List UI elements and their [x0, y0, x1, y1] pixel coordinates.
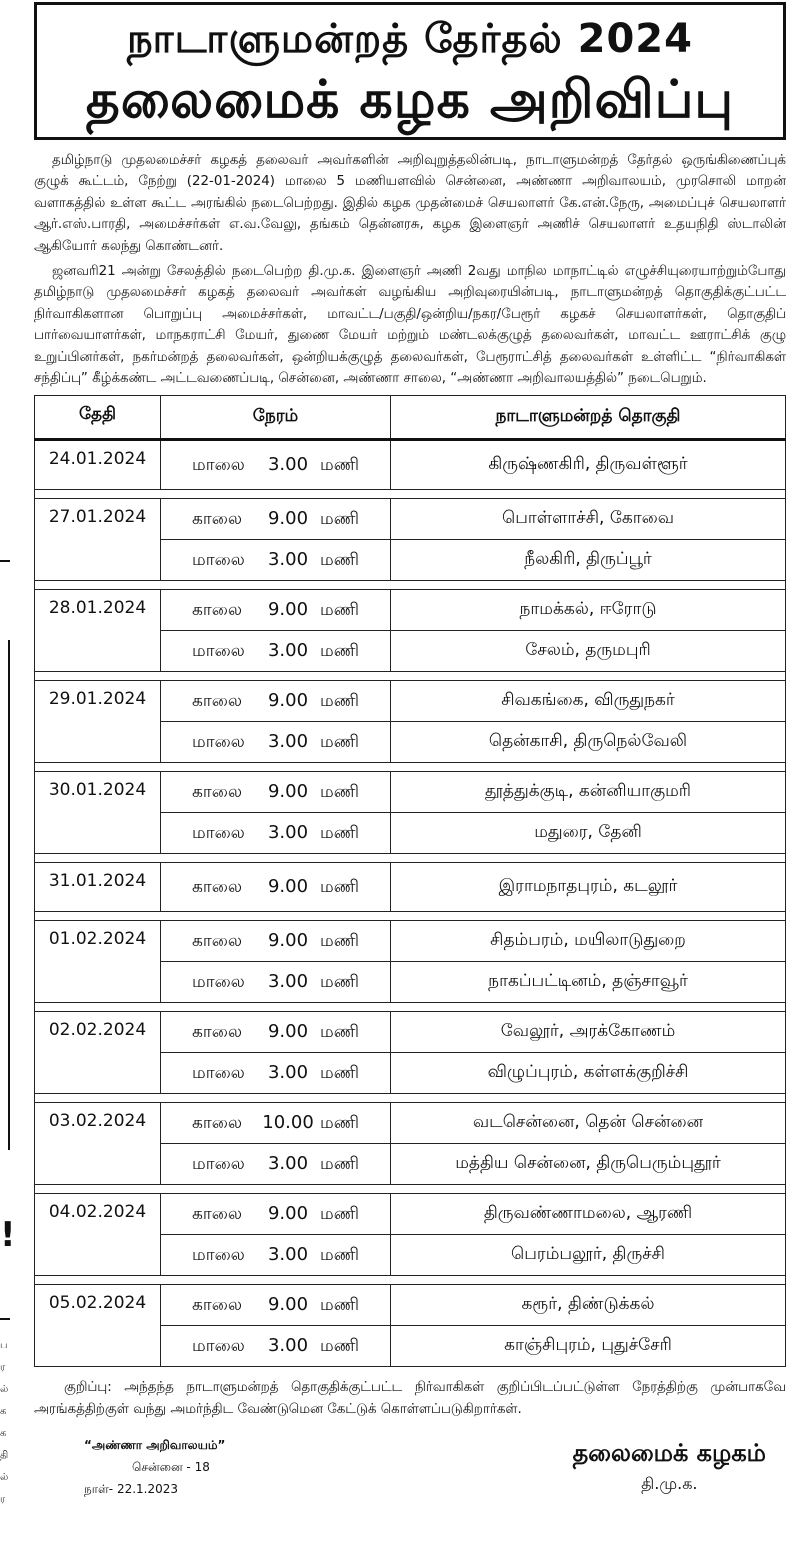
headline-notice: தலைமைக் கழக அறிவிப்பு	[85, 70, 735, 130]
time-cell	[161, 1235, 391, 1276]
constituency-cell: இராமநாதபுரம், கடலூர்	[391, 863, 786, 912]
table-row	[35, 1012, 786, 1053]
session-label: மாலை	[192, 1335, 245, 1356]
date-cell: 04.02.2024	[35, 1194, 161, 1276]
time-cell	[161, 772, 391, 813]
constituency-cell: தென்காசி, திருநெல்வேலி	[391, 722, 786, 763]
constituency-cell: விழுப்புரம், கள்ளக்குறிச்சி	[391, 1053, 786, 1094]
address-line1: “அண்ணா அறிவாலயம்”	[84, 1438, 226, 1453]
time-value: 10.00	[262, 1111, 314, 1133]
session-label: மாலை	[192, 1062, 245, 1083]
session-label: மாலை	[192, 454, 245, 475]
session-label: காலை	[192, 930, 242, 951]
time-value: 3.00	[267, 1061, 309, 1083]
constituency-cell: திருவண்ணாமலை, ஆரணி	[391, 1194, 786, 1235]
time-value: 9.00	[267, 1293, 309, 1315]
header-constituency: நாடாளுமன்றத் தொகுதி	[391, 396, 786, 440]
edge-letter: க	[0, 1406, 7, 1417]
constituency-cell: கிருஷ்ணகிரி, திருவள்ளூர்	[391, 440, 786, 490]
separator-cell	[35, 763, 786, 772]
constituency-cell: வடசென்னை, தென் சென்னை	[391, 1103, 786, 1144]
time-cell	[161, 440, 391, 490]
time-unit: மணி	[320, 1021, 359, 1042]
time-value: 3.00	[267, 1152, 309, 1174]
time-cell	[161, 1285, 391, 1326]
group-separator	[35, 1003, 786, 1012]
signature-line1: தலைமைக் கழகம்	[572, 1439, 766, 1468]
constituency-cell: நீலகிரி, திருப்பூர்	[391, 540, 786, 581]
date-cell: 03.02.2024	[35, 1103, 161, 1185]
time-unit: மணி	[320, 1112, 359, 1133]
separator-cell	[35, 581, 786, 590]
time-unit: மணி	[320, 1062, 359, 1083]
group-separator	[35, 854, 786, 863]
time-cell	[161, 1144, 391, 1185]
group-separator	[35, 1276, 786, 1285]
separator-cell	[35, 912, 786, 921]
separator-cell	[35, 490, 786, 499]
session-label: மாலை	[192, 971, 245, 992]
time-cell	[161, 540, 391, 581]
date-cell: 24.01.2024	[35, 440, 161, 490]
time-cell	[161, 681, 391, 722]
group-separator	[35, 763, 786, 772]
time-value: 9.00	[267, 689, 309, 711]
date-cell: 28.01.2024	[35, 590, 161, 672]
table-row	[35, 681, 786, 722]
constituency-cell: வேலூர், அரக்கோணம்	[391, 1012, 786, 1053]
time-value: 9.00	[267, 1202, 309, 1224]
session-label: காலை	[192, 876, 242, 897]
separator-cell	[35, 672, 786, 681]
schedule-body	[35, 440, 786, 1367]
time-cell	[161, 722, 391, 763]
adjacent-column-text	[0, 1335, 12, 1511]
time-cell	[161, 590, 391, 631]
time-unit: மணி	[320, 454, 359, 475]
table-row	[35, 772, 786, 813]
adjacent-column-border	[0, 640, 10, 1150]
date-cell: 02.02.2024	[35, 1012, 161, 1094]
time-unit: மணி	[320, 1244, 359, 1265]
separator-cell	[35, 1185, 786, 1194]
time-unit: மணி	[320, 1335, 359, 1356]
group-separator	[35, 581, 786, 590]
edge-letter: ர	[0, 1494, 6, 1505]
session-label: காலை	[192, 599, 242, 620]
date-cell: 29.01.2024	[35, 681, 161, 763]
time-cell	[161, 962, 391, 1003]
time-cell	[161, 1053, 391, 1094]
session-label: மாலை	[192, 549, 245, 570]
constituency-cell: காஞ்சிபுரம், புதுச்சேரி	[391, 1326, 786, 1367]
table-row	[35, 499, 786, 540]
time-cell	[161, 1103, 391, 1144]
group-separator	[35, 912, 786, 921]
time-cell	[161, 499, 391, 540]
separator-cell	[35, 1003, 786, 1012]
session-label: காலை	[192, 1112, 242, 1133]
constituency-cell: பொள்ளாச்சி, கோவை	[391, 499, 786, 540]
time-unit: மணி	[320, 1294, 359, 1315]
date-cell: 30.01.2024	[35, 772, 161, 854]
time-value: 9.00	[267, 598, 309, 620]
date-cell: 01.02.2024	[35, 921, 161, 1003]
session-label: காலை	[192, 781, 242, 802]
time-value: 3.00	[267, 548, 309, 570]
time-value: 3.00	[267, 970, 309, 992]
constituency-cell: கரூர், திண்டுக்கல்	[391, 1285, 786, 1326]
time-unit: மணி	[320, 876, 359, 897]
constituency-cell: மதுரை, தேனி	[391, 813, 786, 854]
group-separator	[35, 1094, 786, 1103]
time-value: 3.00	[267, 730, 309, 752]
session-label: காலை	[192, 1294, 242, 1315]
date-cell: 27.01.2024	[35, 499, 161, 581]
group-separator	[35, 490, 786, 499]
paragraph-meeting: தமிழ்நாடு முதலமைச்சர் கழகத் தலைவர் அவர்களின் அறிவுறுத்தலின்படி, நாடாளுமன்றத் தேர்தல் ஒருங்கிணைப்புக் குழுக் கூட்டம், நேற்று (22-01-2024) மாலை 5 மணியளவில் சென்னை, அண்ணா அறிவாலயம், முரசொலி மாறன் வளாகத்தில் உள்ள கூட்ட அரங்கில் நடைபெற்றது. இதில் கழக முதன்மைச் செயலாளர் கே.என்.நேரு, அமைப்புச் செயலாளர் ஆர்.எஸ்.பாரதி, அமைச்சர்கள் எ.வ.வேலு, தங்கம் தென்னரசு, கழக இளைஞர் அணிச் செயலாளர் உதயநிதி ஸ்டாலின் ஆகியோர் கலந்து கொண்டனர்.	[34, 153, 786, 254]
group-separator	[35, 672, 786, 681]
edge-letter: ல்	[0, 1384, 9, 1395]
time-value: 3.00	[267, 453, 309, 475]
session-label: மாலை	[192, 822, 245, 843]
date-line: நாள்- 22.1.2023	[84, 1482, 179, 1497]
table-header-row	[35, 396, 786, 440]
signature-block	[573, 1436, 766, 1498]
session-label: மாலை	[192, 1153, 245, 1174]
constituency-cell: நாமக்கல், ஈரோடு	[391, 590, 786, 631]
constituency-cell: மத்திய சென்னை, திருபெரும்புதூர்	[391, 1144, 786, 1185]
time-unit: மணி	[320, 781, 359, 802]
separator-cell	[35, 854, 786, 863]
time-cell	[161, 863, 391, 912]
note-paragraph: குறிப்பு: அந்தந்த நாடாளுமன்றத் தொகுதிக்குட்பட்ட நிர்வாகிகள் குறிப்பிடப்பட்டுள்ள நேரத்திற்கு முன்பாகவே அரங்கத்திற்குள் வந்து அமர்ந்திட வேண்டுமென கேட்டுக் கொள்ளப்படுகிறார்கள்.	[34, 1380, 786, 1417]
edge-letter: ப	[0, 1340, 8, 1351]
footer	[34, 1434, 786, 1544]
time-value: 3.00	[267, 821, 309, 843]
constituency-cell: சேலம், தருமபுரி	[391, 631, 786, 672]
session-label: காலை	[192, 1021, 242, 1042]
table-row	[35, 921, 786, 962]
session-label: காலை	[192, 690, 242, 711]
time-unit: மணி	[320, 1203, 359, 1224]
table-row	[35, 1285, 786, 1326]
edge-letter: க	[0, 1428, 7, 1439]
paragraph-schedule-intro: ஜனவரி21 அன்று சேலத்தில் நடைபெற்ற தி.மு.க. இளைஞர் அணி 2வது மாநில மாநாட்டில் எழுச்சியுரையாற்றும்போது தமிழ்நாடு முதலமைச்சர் கழகத் தலைவர் அவர்கள் வழங்கிய அறிவுரையின்படி, நாடாளுமன்றத் தொகுதிக்குட்பட்ட நிர்வாகிகளான பொறுப்பு அமைச்சர்கள், மாவட்ட/பகுதி/ஒன்றிய/நகர/பேரூர் கழகச் செயலாளர்கள், தொகுதிப் பார்வையாளர்கள், மாநகராட்சி மேயர், துணை மேயர் மற்றும் மண்டலக்குழுத் தலைவர்கள், மாவட்ட ஊராட்சிக் குழு உறுப்பினர்கள், நகர்மன்றத் தலைவர்கள், ஒன்றியக்குழுத் தலைவர்கள், பேரூராட்சித் தலைவர்கள் உள்ளிட்ட “நிர்வாகிகள் சந்திப்பு” கீழ்க்கண்ட அட்டவணைப்படி, சென்னை, அண்ணா சாலை, “அண்ணா அறிவாலயத்தில்” நடைபெறும்.	[34, 264, 786, 387]
header-date: தேதி	[35, 396, 161, 440]
time-value: 9.00	[267, 1020, 309, 1042]
edge-divider	[0, 560, 10, 562]
table-row	[35, 863, 786, 912]
time-cell	[161, 1194, 391, 1235]
time-unit: மணி	[320, 731, 359, 752]
group-separator	[35, 1185, 786, 1194]
time-value: 9.00	[267, 875, 309, 897]
date-cell: 05.02.2024	[35, 1285, 161, 1367]
edge-divider	[0, 1318, 10, 1320]
address-block	[84, 1434, 225, 1500]
session-label: காலை	[192, 1203, 242, 1224]
time-unit: மணி	[320, 690, 359, 711]
time-cell	[161, 1326, 391, 1367]
separator-cell	[35, 1276, 786, 1285]
address-line2: சென்னை - 18	[132, 1460, 210, 1475]
adjacent-exclamation: !	[0, 1215, 16, 1255]
constituency-cell: நாகப்பட்டினம், தஞ்சாவூர்	[391, 962, 786, 1003]
signature-line2: தி.மு.க.	[641, 1474, 698, 1494]
time-unit: மணி	[320, 508, 359, 529]
session-label: மாலை	[192, 1244, 245, 1265]
separator-cell	[35, 1094, 786, 1103]
schedule-table	[34, 395, 786, 1367]
time-unit: மணி	[320, 1153, 359, 1174]
time-unit: மணி	[320, 640, 359, 661]
time-cell	[161, 921, 391, 962]
time-unit: மணி	[320, 822, 359, 843]
edge-letter: ர	[0, 1362, 6, 1373]
time-value: 9.00	[267, 507, 309, 529]
time-cell	[161, 631, 391, 672]
edge-letter: ல்	[0, 1472, 9, 1483]
edge-letter: தி	[0, 1450, 9, 1461]
table-row	[35, 590, 786, 631]
time-unit: மணி	[320, 930, 359, 951]
date-cell: 31.01.2024	[35, 863, 161, 912]
time-value: 3.00	[267, 1243, 309, 1265]
constituency-cell: சிவகங்கை, விருதுநகர்	[391, 681, 786, 722]
time-cell	[161, 1012, 391, 1053]
constituency-cell: தூத்துக்குடி, கன்னியாகுமரி	[391, 772, 786, 813]
session-label: காலை	[192, 508, 242, 529]
header-time: நேரம்	[161, 396, 391, 440]
time-unit: மணி	[320, 549, 359, 570]
time-unit: மணி	[320, 971, 359, 992]
constituency-cell: சிதம்பரம், மயிலாடுதுறை	[391, 921, 786, 962]
table-row	[35, 1103, 786, 1144]
session-label: மாலை	[192, 731, 245, 752]
time-value: 9.00	[267, 780, 309, 802]
constituency-cell: பெரம்பலூர், திருச்சி	[391, 1235, 786, 1276]
header-box	[34, 2, 786, 140]
session-label: மாலை	[192, 640, 245, 661]
time-value: 9.00	[267, 929, 309, 951]
time-value: 3.00	[267, 1334, 309, 1356]
time-cell	[161, 813, 391, 854]
table-row	[35, 440, 786, 490]
announcement-page	[20, 0, 795, 1544]
table-row	[35, 1194, 786, 1235]
headline-election: நாடாளுமன்றத் தேர்தல் 2024	[127, 16, 693, 62]
time-unit: மணி	[320, 599, 359, 620]
time-value: 3.00	[267, 639, 309, 661]
